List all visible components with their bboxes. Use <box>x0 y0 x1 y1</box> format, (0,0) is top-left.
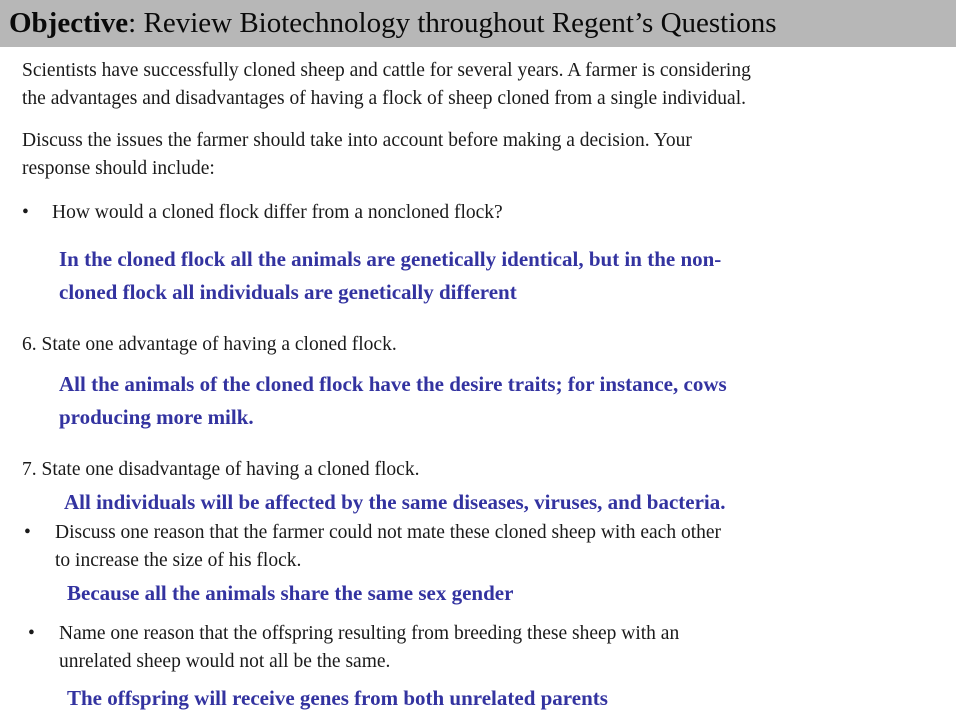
answer-7: All individuals will be affected by the same diseases, viruses, and bacteria. <box>64 490 726 514</box>
bullet-offspring: • <box>28 623 35 644</box>
answer-6-line-2: producing more milk. <box>59 405 254 429</box>
answer-offspring: The offspring will receive genes from both unrelated parents <box>67 686 608 710</box>
answer-clone-difference-line-2: cloned flock all individuals are genetically different <box>59 280 517 304</box>
slide-title <box>9 5 777 41</box>
question-7: 7. State one disadvantage of having a cloned flock. <box>22 459 420 480</box>
answer-clone-difference-line-1: In the cloned flock all the animals are genetically identical, but in the non- <box>59 247 722 271</box>
question-6: 6. State one advantage of having a cloned flock. <box>22 334 397 355</box>
question-clone-difference: How would a cloned flock differ from a noncloned flock? <box>52 202 503 223</box>
question-offspring-line-2: unrelated sheep would not all be the same. <box>59 651 391 672</box>
question-mate-line-2: to increase the size of his flock. <box>55 550 302 571</box>
title-label: Objective <box>9 7 129 39</box>
answer-mate: Because all the animals share the same sex gender <box>67 581 514 605</box>
bullet-mate: • <box>24 522 31 543</box>
intro-line-2: the advantages and disadvantages of having a flock of sheep cloned from a single individual. <box>22 88 746 109</box>
bullet-q1: • <box>22 202 29 223</box>
title-rest: : Review Biotechnology throughout Regent’s Questions <box>128 7 777 39</box>
intro-line-1: Scientists have successfully cloned sheep and cattle for several years. A farmer is considering <box>22 60 751 81</box>
answer-6-line-1: All the animals of the cloned flock have the desire traits; for instance, cows <box>59 372 727 396</box>
question-mate-line-1: Discuss one reason that the farmer could not mate these cloned sheep with each other <box>55 522 722 543</box>
question-offspring-line-1: Name one reason that the offspring resulting from breeding these sheep with an <box>59 623 680 644</box>
discuss-line-2: response should include: <box>22 158 215 179</box>
discuss-line-1: Discuss the issues the farmer should take into account before making a decision. Your <box>22 130 692 151</box>
title-bar <box>0 0 956 47</box>
